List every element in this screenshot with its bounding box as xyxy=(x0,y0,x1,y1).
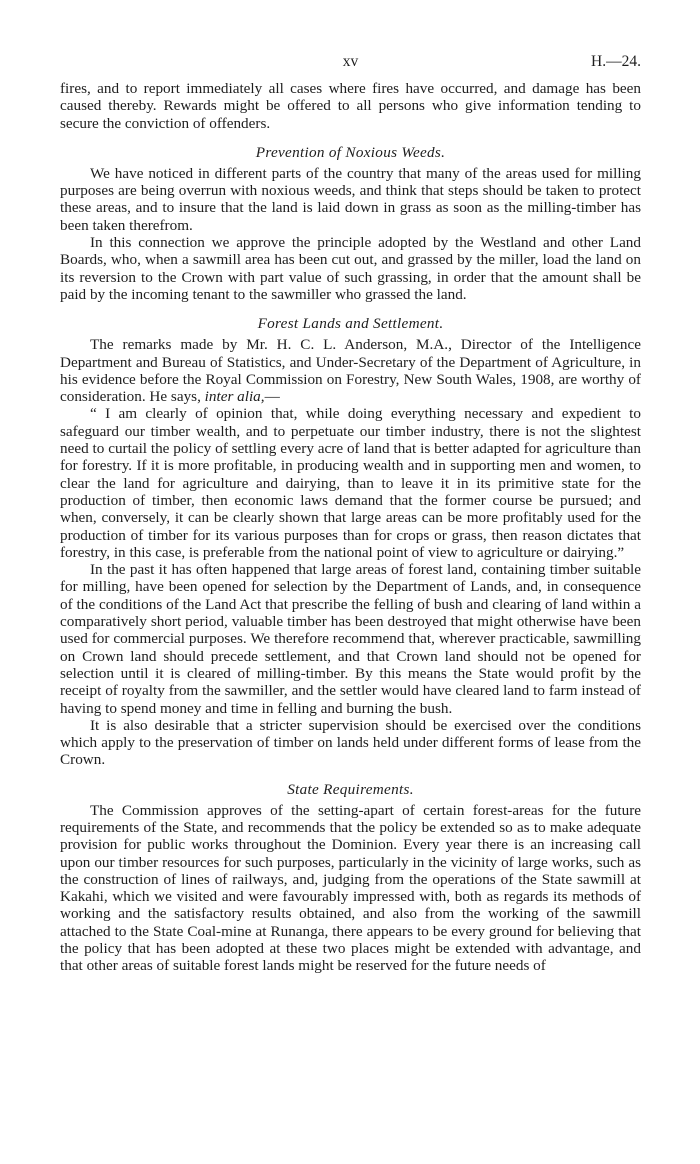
page-number: xv xyxy=(342,53,359,70)
document-reference: H.—24. xyxy=(591,53,641,70)
latin-phrase: inter alia, xyxy=(204,388,265,406)
section-heading-state-requirements: State Requirements. xyxy=(287,780,414,798)
paragraph xyxy=(60,336,641,405)
dash: — xyxy=(264,388,280,406)
paragraph: We have noticed in different parts of the country that many of the areas used for milling purposes are being overrun with noxious weeds, and think that steps should be taken to protect these areas, and to insure that the land is laid down in grass as soon as the milling-timber has been taken therefrom. xyxy=(60,164,641,234)
paragraph: In this connection we approve the principle adopted by the Westland and other Land Boards, who, when a sawmill area has been cut out, and grassed by the miller, load the land on its reversion to the Crown with part value of such grassing, in order that the amount shall be paid by the incoming tenant to the sawmiller who grassed the land. xyxy=(60,234,641,303)
paragraph: The Commission approves of the setting-apart of certain forest-areas for the future requirements of the State, and recommends that the policy be extended so as to make adequate provision for public works throughout the Dominion. Every year there is an increasing call upon our timber resources for such purposes, particularly in the vicinity of large works, such as the construction of lines of railways, and, judging from the operations of the State sawmill at Kakahi, which we visited and were favourably impressed with, both as regards its methods of working and the satisfactory results obtained, and also from the working of the sawmill attached to the State Coal-mine at Runanga, there appears to be every ground for believing that the policy that has been adopted at these two places might be extended with advantage, and that other areas of suitable forest lands might be reserved for the future needs of xyxy=(60,801,641,975)
paragraph-text: The remarks made by Mr. H. C. L. Anderson, M.A., Director of the Intelligence Department and Bureau of Statistics, and Under-Secretary of the Department of Agriculture, in his evidence before the Royal Commission on Forestry, New South Wales, 1908, are worthy of consideration. He says, xyxy=(60,336,641,406)
paragraph: fires, and to report immediately all cases where fires have occurred, and damage has been caused thereby. Rewards might be offered to all persons who give information tending to secure the conviction of offenders. xyxy=(60,80,641,132)
document-body xyxy=(60,80,641,975)
section-heading-forest-lands: Forest Lands and Settlement. xyxy=(257,315,444,333)
paragraph: In the past it has often happened that large areas of forest land, containing timber suitable for milling, have been opened for selection by the Department of Lands, and, in consequence of the conditions of the Land Act that prescribe the felling of bush and clearing of land within a comparatively short period, valuable timber has been destroyed that might otherwise have been used for commercial purposes. We therefore recommend that, wherever practicable, sawmilling on Crown land should precede settlement, and that Crown land should not be opened for selection until it is cleared of milling-timber. By this means the State would profit by the receipt of royalty from the sawmiller, and the settler would have cleared land to farm instead of having to spend money and time in felling and burning the bush. xyxy=(60,561,641,717)
quotation: “ I am clearly of opinion that, while doing everything necessary and expedient to safeguard our timber wealth, and to perpetuate our timber industry, there is not the slightest need to curtail the policy of settling every acre of land that is better adapted for agriculture than for forestry. If it is more profitable, in producing wealth and in supporting men and women, to clear the land for agriculture and dairying, than to leave it in its primitive state for the production of timber, then economic laws demand that the former course be pursued; and when, conversely, it can be clearly shown that large areas can be more profitably used for the production of timber for its various purposes than for crops or grass, then reason dictates that forestry, in this case, is preferable from the national point of view to agriculture or dairying.” xyxy=(60,405,641,561)
paragraph: It is also desirable that a stricter supervision should be exercised over the conditions which apply to the preservation of timber on lands held under different forms of lease from the Crown. xyxy=(60,716,641,769)
page-header xyxy=(60,53,641,73)
section-heading-noxious-weeds: Prevention of Noxious Weeds. xyxy=(255,143,446,161)
